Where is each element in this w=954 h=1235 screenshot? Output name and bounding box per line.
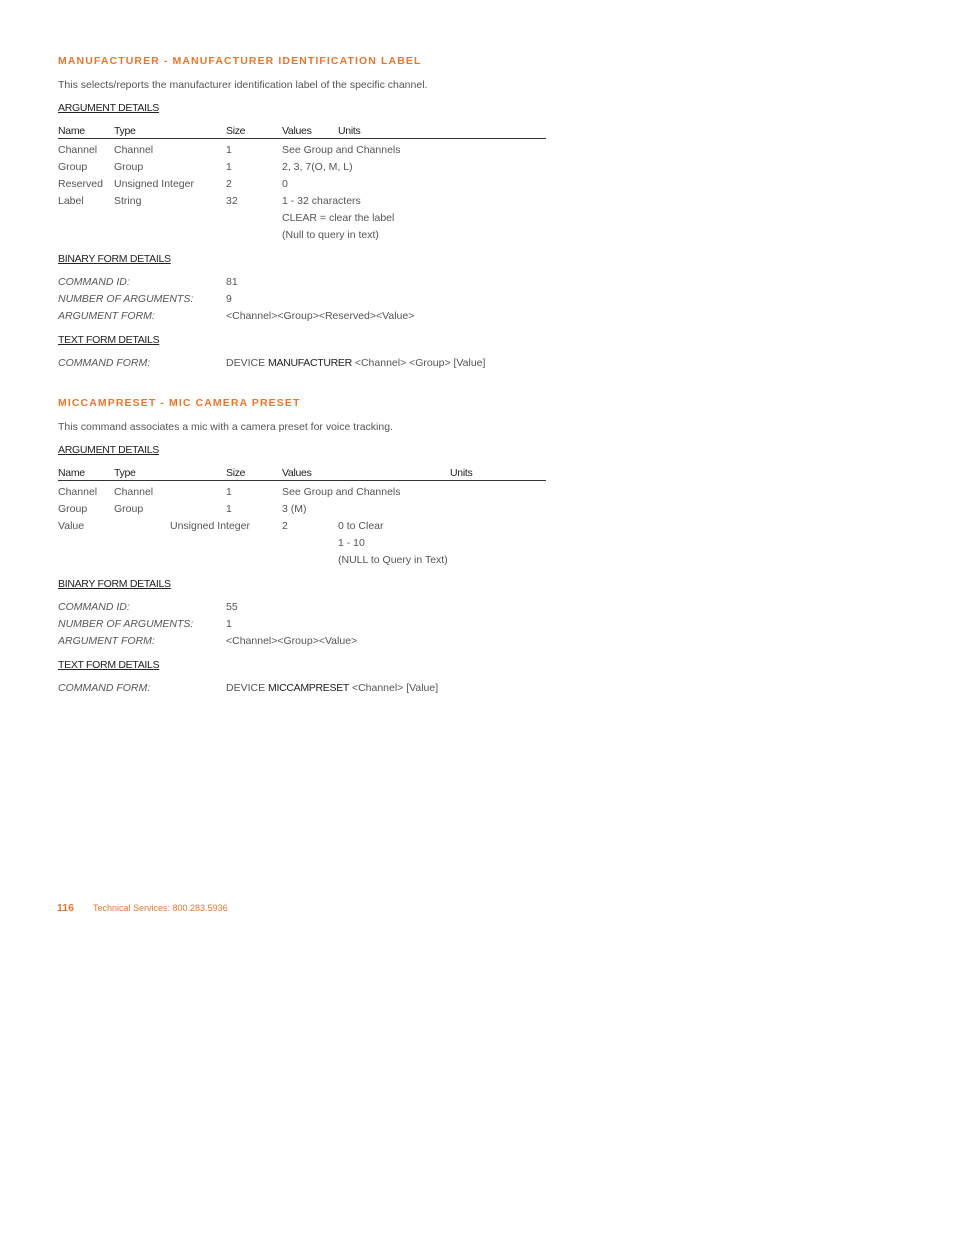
num-args-value: 9	[226, 293, 232, 305]
command-form-keyword: MANUFACTURER	[268, 357, 352, 369]
command-form-keyword: MICCAMPRESET	[268, 682, 350, 694]
table-cell-size: 1	[226, 161, 232, 173]
table-cell-size: 2	[282, 520, 288, 532]
col-header-units: Units	[338, 125, 361, 137]
command-id-label: COMMAND ID:	[58, 601, 130, 613]
table-header-rule	[58, 138, 546, 139]
command-form-value	[226, 682, 438, 694]
table-cell-values-extra: (Null to query in text)	[282, 229, 379, 241]
arg-form-label: ARGUMENT FORM:	[58, 635, 155, 647]
command-id-value: 55	[226, 601, 238, 613]
binary-form-details-label: BINARY FORM DETAILS	[58, 253, 171, 265]
table-cell-type: Group	[114, 161, 144, 173]
arg-form-label: ARGUMENT FORM:	[58, 310, 155, 322]
command-form-value	[226, 357, 485, 369]
section-title-miccampreset: MICCAMPRESET - MIC CAMERA PRESET	[58, 397, 301, 409]
num-args-label: NUMBER OF ARGUMENTS:	[58, 293, 194, 305]
table-cell-size: 1	[226, 503, 232, 515]
table-cell-type: Group	[114, 503, 144, 515]
table-cell-values: 3 (M)	[282, 503, 307, 515]
text-form-details-label: TEXT FORM DETAILS	[58, 659, 160, 671]
col-header-values: Values	[282, 467, 312, 479]
table-cell-values: 0 to Clear	[338, 520, 384, 532]
table-cell-type: Channel	[114, 486, 154, 498]
arg-form-value: <Channel><Group><Value>	[226, 635, 358, 647]
command-form-prefix: DEVICE	[226, 682, 266, 694]
section-title-manufacturer: MANUFACTURER - MANUFACTURER IDENTIFICATION LABEL	[58, 55, 422, 67]
num-args-value: 1	[226, 618, 232, 630]
table-cell-values: See Group and Channels	[282, 144, 401, 156]
section-description: This command associates a mic with a camera preset for voice tracking.	[58, 421, 393, 433]
col-header-name: Name	[58, 125, 85, 137]
table-cell-type: Unsigned Integer	[170, 520, 250, 532]
table-cell-values: 0	[282, 178, 288, 190]
page-number: 116	[57, 902, 74, 914]
command-id-label: COMMAND ID:	[58, 276, 130, 288]
table-cell-values: 1 - 32 characters	[282, 195, 361, 207]
command-id-value: 81	[226, 276, 238, 288]
table-cell-name: Label	[58, 195, 84, 207]
col-header-type: Type	[114, 125, 136, 137]
table-cell-size: 32	[226, 195, 238, 207]
col-header-values: Values	[282, 125, 312, 137]
col-header-size: Size	[226, 125, 246, 137]
command-form-prefix: DEVICE	[226, 357, 266, 369]
binary-form-details-label: BINARY FORM DETAILS	[58, 578, 171, 590]
table-cell-name: Value	[58, 520, 85, 532]
command-form-args: <Channel> [Value]	[351, 682, 439, 694]
col-header-size: Size	[226, 467, 246, 479]
table-cell-name: Channel	[58, 486, 98, 498]
text-form-details-label: TEXT FORM DETAILS	[58, 334, 160, 346]
table-cell-values: See Group and Channels	[282, 486, 401, 498]
command-form-label: COMMAND FORM:	[58, 357, 151, 369]
table-cell-size: 1	[226, 486, 232, 498]
argument-details-label: ARGUMENT DETAILS	[58, 102, 159, 114]
table-cell-name: Channel	[58, 144, 98, 156]
table-cell-type: String	[114, 195, 142, 207]
table-cell-values: 2, 3, 7(O, M, L)	[282, 161, 353, 173]
section-description: This selects/reports the manufacturer identification label of the specific channel.	[58, 79, 428, 91]
argument-details-label: ARGUMENT DETAILS	[58, 444, 159, 456]
table-cell-type: Unsigned Integer	[114, 178, 194, 190]
col-header-name: Name	[58, 467, 85, 479]
col-header-units: Units	[450, 467, 473, 479]
table-cell-values-extra: CLEAR = clear the label	[282, 212, 395, 224]
command-form-label: COMMAND FORM:	[58, 682, 151, 694]
footer-technical-services: Technical Services: 800.283.5936	[93, 903, 228, 913]
table-cell-values-extra: 1 - 10	[338, 537, 365, 549]
table-header-rule	[58, 480, 546, 481]
table-cell-size: 2	[226, 178, 232, 190]
num-args-label: NUMBER OF ARGUMENTS:	[58, 618, 194, 630]
command-form-args: <Channel> <Group> [Value]	[354, 357, 486, 369]
arg-form-value: <Channel><Group><Reserved><Value>	[226, 310, 415, 322]
table-cell-size: 1	[226, 144, 232, 156]
table-cell-type: Channel	[114, 144, 154, 156]
col-header-type: Type	[114, 467, 136, 479]
table-cell-name: Reserved	[58, 178, 103, 190]
table-cell-name: Group	[58, 503, 88, 515]
table-cell-name: Group	[58, 161, 88, 173]
table-cell-values-extra: (NULL to Query in Text)	[338, 554, 448, 566]
